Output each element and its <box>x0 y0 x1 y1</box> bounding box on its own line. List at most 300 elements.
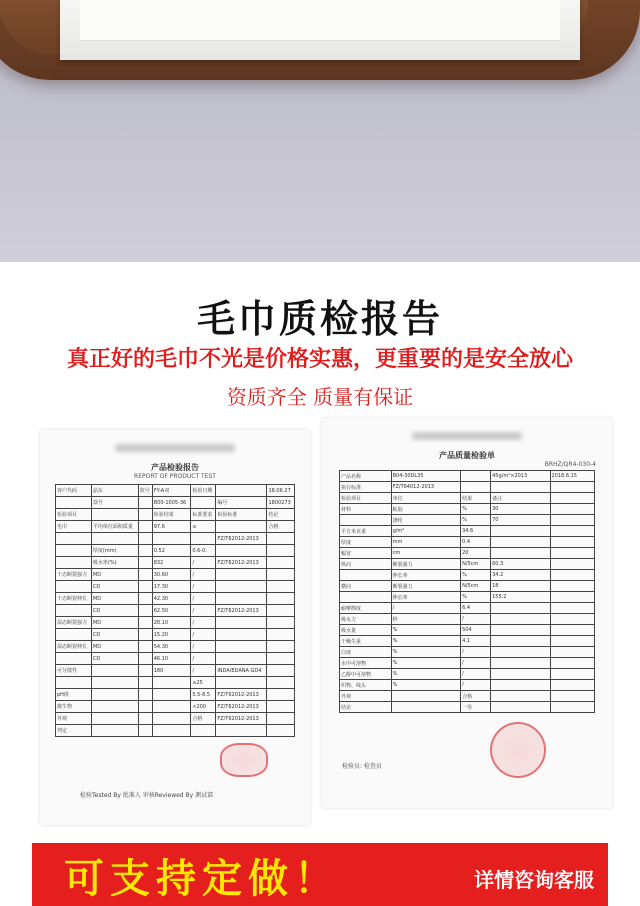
table-cell <box>138 533 152 545</box>
table-cell: 合格 <box>461 691 491 702</box>
table-cell <box>491 658 550 669</box>
table-cell: 检验日期 <box>191 485 216 497</box>
table-cell <box>550 702 594 713</box>
table-cell: / <box>191 581 216 593</box>
table-row <box>56 725 295 737</box>
table-cell: FZ/T62012-2013 <box>216 557 267 569</box>
table-cell <box>267 629 295 641</box>
table-row <box>56 581 295 593</box>
table-cell: / <box>191 653 216 665</box>
table-cell: 结果 <box>461 493 491 504</box>
table-cell <box>550 669 594 680</box>
table-row <box>56 665 295 677</box>
stamp-seal <box>220 743 268 777</box>
table-cell: 0.4 <box>461 537 491 548</box>
table-cell: / <box>461 680 491 691</box>
table-cell: 微生物 <box>56 701 92 713</box>
table-cell <box>216 581 267 593</box>
table-cell <box>56 497 92 509</box>
table-cell: / <box>191 569 216 581</box>
table-cell <box>491 526 550 537</box>
table-cell: 155.2 <box>491 592 550 603</box>
table-cell: 干态断裂强力 <box>56 569 92 581</box>
table-cell: 厚度 <box>340 537 392 548</box>
table-cell: / <box>391 603 461 614</box>
report-left <box>40 430 310 825</box>
table-cell: 湿态断裂伸长 <box>56 641 92 653</box>
table-cell: 款号 <box>138 485 152 497</box>
table-cell: 外观 <box>56 713 92 725</box>
table-cell <box>152 725 191 737</box>
report-left-title: 产品检验报告 <box>151 463 199 472</box>
table-cell <box>138 593 152 605</box>
table-cell: 干燥失重 <box>340 636 392 647</box>
table-cell: mm <box>391 537 461 548</box>
table-cell <box>216 521 267 533</box>
table-cell <box>138 713 152 725</box>
table-cell <box>138 665 152 677</box>
table-cell <box>550 625 594 636</box>
page-title: 毛巾质检报告 <box>196 297 443 341</box>
table-cell: 2018.6.15 <box>550 471 594 482</box>
table-row <box>340 614 595 625</box>
table-cell: 97.6 <box>152 521 191 533</box>
table-cell: 54.30 <box>152 641 191 653</box>
table-cell: 备注 <box>491 493 550 504</box>
table-row <box>56 713 295 725</box>
table-cell <box>91 665 138 677</box>
table-cell: / <box>191 605 216 617</box>
table-cell <box>550 515 594 526</box>
table-cell: 断裂强力 <box>391 581 461 592</box>
table-cell: / <box>191 557 216 569</box>
table-cell <box>550 691 594 702</box>
table-cell: MD <box>91 641 138 653</box>
table-cell: FZ/T62012-2013 <box>216 533 267 545</box>
table-cell <box>216 725 267 737</box>
table-cell <box>56 605 92 617</box>
table-cell: 34.2 <box>491 570 550 581</box>
table-cell: 吸水量 <box>340 625 392 636</box>
table-cell: 70 <box>491 515 550 526</box>
table-cell <box>550 603 594 614</box>
table-cell: 34.6 <box>461 526 491 537</box>
table-cell <box>191 497 216 509</box>
table-cell: 断裂强力 <box>391 559 461 570</box>
table-cell <box>216 545 267 557</box>
table-cell: FZ/T62012-2013 <box>216 713 267 725</box>
table-cell: FZ/T62012-2013 <box>216 689 267 701</box>
report-right <box>322 418 612 808</box>
table-cell: 结论 <box>267 509 295 521</box>
table-row <box>340 548 595 559</box>
table-row <box>340 625 595 636</box>
table-cell: 执行标准 <box>340 482 392 493</box>
table-row <box>56 521 295 533</box>
table-cell: MD <box>91 593 138 605</box>
table-cell: 检验标准 <box>216 509 267 521</box>
table-cell: % <box>461 515 491 526</box>
table-cell: / <box>461 647 491 658</box>
table-cell: 晶东 <box>91 485 138 497</box>
table-cell <box>267 665 295 677</box>
table-cell: FZ/T62012-2013 <box>216 605 267 617</box>
table-cell <box>56 653 92 665</box>
page-subtitle: 真正好的毛巾不光是价格实惠，更重要的是安全放心 <box>66 347 573 372</box>
table-cell <box>91 677 138 689</box>
table-cell: 水中可溶物 <box>340 658 392 669</box>
table-row <box>340 537 595 548</box>
table-cell <box>91 533 138 545</box>
table-cell: MD <box>91 617 138 629</box>
table-cell: 一等 <box>461 702 491 713</box>
table-cell: % <box>391 636 461 647</box>
table-cell <box>138 605 152 617</box>
table-cell <box>267 641 295 653</box>
table-cell <box>216 653 267 665</box>
table-row <box>56 689 295 701</box>
table-row <box>340 493 595 504</box>
table-cell <box>152 689 191 701</box>
blurred-company-name <box>115 444 235 452</box>
table-row <box>56 701 295 713</box>
table-cell <box>138 725 152 737</box>
table-cell <box>550 537 594 548</box>
table-cell: 吸水力 <box>340 614 392 625</box>
table-cell: 横向 <box>340 581 392 592</box>
table-cell: / <box>461 669 491 680</box>
table-cell <box>550 504 594 515</box>
table-cell: 伸长率 <box>391 570 461 581</box>
table-row <box>56 653 295 665</box>
table-cell: 检验项目 <box>56 509 92 521</box>
table-cell: 15.20 <box>152 629 191 641</box>
table-cell: INDA/EDANA GD4 <box>216 665 267 677</box>
table-cell <box>91 701 138 713</box>
table-cell: FY-A双 <box>152 485 191 497</box>
table-cell <box>138 701 152 713</box>
table-cell <box>216 677 267 689</box>
table-cell <box>152 677 191 689</box>
table-cell: 粘胶 <box>391 504 461 515</box>
table-cell <box>152 713 191 725</box>
table-cell: 产品名称 <box>340 471 392 482</box>
table-cell: / <box>191 629 216 641</box>
table-cell: CD <box>91 653 138 665</box>
table-cell: 30.60 <box>152 569 191 581</box>
table-cell <box>56 581 92 593</box>
table-cell: 款号 <box>91 497 138 509</box>
table-cell: 合格 <box>267 521 295 533</box>
table-cell: B00-1005-36 <box>152 497 191 509</box>
table-cell <box>138 641 152 653</box>
table-cell <box>138 557 152 569</box>
table-cell <box>267 569 295 581</box>
table-cell: 材料 <box>340 504 392 515</box>
table-cell <box>138 521 152 533</box>
table-cell <box>491 691 550 702</box>
table-cell <box>138 569 152 581</box>
table-cell <box>340 570 392 581</box>
table-cell: N/5cm <box>461 581 491 592</box>
table-cell: 平均单位面积质量 <box>91 521 138 533</box>
table-cell: % <box>391 625 461 636</box>
table-cell: 30 <box>491 504 550 515</box>
table-cell <box>138 653 152 665</box>
table-cell: 平方米克重 <box>340 526 392 537</box>
table-row <box>340 669 595 680</box>
table-cell: 标准要求 <box>191 509 216 521</box>
table-cell <box>550 482 594 493</box>
banner-main-text: 可支持定做！ <box>64 856 340 902</box>
table-cell: 纵向 <box>340 559 392 570</box>
table-cell: 检验项目 <box>340 493 392 504</box>
table-cell <box>216 617 267 629</box>
table-cell <box>267 593 295 605</box>
table-cell <box>267 713 295 725</box>
table-cell: 幅宽 <box>340 548 392 559</box>
table-row <box>340 680 595 691</box>
towel-top <box>80 0 560 41</box>
table-cell <box>216 485 267 497</box>
table-row <box>340 592 595 603</box>
table-cell <box>56 557 92 569</box>
table-cell: % <box>461 592 491 603</box>
table-row <box>56 569 295 581</box>
stamp-seal <box>490 722 546 778</box>
table-row <box>340 526 595 537</box>
table-cell <box>491 614 550 625</box>
table-cell <box>550 548 594 559</box>
table-cell <box>138 617 152 629</box>
table-cell: 吸水率(%) <box>91 557 138 569</box>
table-cell: cm <box>391 548 461 559</box>
table-row <box>56 545 295 557</box>
table-cell: 合格 <box>191 713 216 725</box>
table-cell: 编号 <box>216 497 267 509</box>
custom-order-banner <box>32 843 608 906</box>
table-cell <box>138 629 152 641</box>
table-cell <box>91 689 138 701</box>
report-right-signature: 检验员: 检查员 <box>342 763 382 770</box>
table-cell: 180 <box>152 665 191 677</box>
table-cell: 20 <box>461 548 491 559</box>
table-cell <box>550 570 594 581</box>
table-cell: 可分散性 <box>56 665 92 677</box>
table-cell <box>152 701 191 713</box>
table-cell <box>550 526 594 537</box>
table-cell <box>56 545 92 557</box>
table-cell <box>267 581 295 593</box>
table-cell <box>56 629 92 641</box>
table-cell: 504 <box>461 625 491 636</box>
table-row <box>56 605 295 617</box>
table-cell <box>491 548 550 559</box>
table-cell: % <box>461 504 491 515</box>
table-cell <box>491 603 550 614</box>
table-cell <box>56 677 92 689</box>
table-cell: 织物、线头 <box>340 680 392 691</box>
table-cell: / <box>461 658 491 669</box>
blurred-company-name <box>412 432 522 440</box>
table-cell: 28.10 <box>152 617 191 629</box>
table-row <box>340 581 595 592</box>
table-cell <box>91 725 138 737</box>
table-cell: 18.06.27 <box>267 485 295 497</box>
table-cell: 判定 <box>56 725 92 737</box>
table-cell: 干态断裂伸长 <box>56 593 92 605</box>
table-cell <box>550 658 594 669</box>
table-cell: 客户代码 <box>56 485 92 497</box>
table-cell <box>340 592 392 603</box>
table-cell: / <box>191 665 216 677</box>
table-cell <box>216 629 267 641</box>
table-cell: % <box>391 680 461 691</box>
table-cell: 耐摩擦度 <box>340 603 392 614</box>
table-cell: pH值 <box>56 689 92 701</box>
table-cell <box>267 617 295 629</box>
table-cell: 秒 <box>391 614 461 625</box>
table-row <box>56 485 295 497</box>
report-left-table <box>55 484 295 737</box>
table-cell <box>138 497 152 509</box>
table-cell <box>138 545 152 557</box>
table-cell <box>550 581 594 592</box>
table-cell <box>91 713 138 725</box>
table-cell: g/m² <box>391 526 461 537</box>
table-cell <box>216 569 267 581</box>
table-cell: 厚度(mm) <box>91 545 138 557</box>
table-cell: / <box>191 593 216 605</box>
table-cell <box>138 581 152 593</box>
table-row <box>340 570 595 581</box>
table-cell <box>267 725 295 737</box>
table-cell: % <box>461 570 491 581</box>
table-cell: 毛巾 <box>56 521 92 533</box>
table-cell <box>138 509 152 521</box>
table-cell <box>267 545 295 557</box>
table-row <box>340 482 595 493</box>
table-row <box>340 636 595 647</box>
table-cell: 结论 <box>340 702 392 713</box>
table-cell: 湿态断裂强力 <box>56 617 92 629</box>
table-row <box>56 629 295 641</box>
table-cell <box>491 669 550 680</box>
table-cell <box>550 636 594 647</box>
table-cell <box>216 593 267 605</box>
table-cell <box>267 605 295 617</box>
table-cell <box>152 533 191 545</box>
table-cell <box>391 702 461 713</box>
table-cell <box>550 493 594 504</box>
table-cell <box>491 636 550 647</box>
table-cell: / <box>461 614 491 625</box>
table-row <box>340 702 595 713</box>
table-row <box>56 533 295 545</box>
page-tagline: 资质齐全 质量有保证 <box>226 385 414 409</box>
table-cell: 62.50 <box>152 605 191 617</box>
table-cell: 60.3 <box>491 559 550 570</box>
table-row <box>340 515 595 526</box>
table-row <box>56 497 295 509</box>
table-cell <box>550 614 594 625</box>
table-cell: 46.10 <box>152 653 191 665</box>
table-row <box>56 509 295 521</box>
table-cell: FZ/T64012-2013 <box>391 482 461 493</box>
table-cell: 4.1 <box>461 636 491 647</box>
table-cell: % <box>391 647 461 658</box>
table-cell <box>56 533 92 545</box>
table-cell <box>216 641 267 653</box>
table-cell <box>491 702 550 713</box>
table-cell <box>491 680 550 691</box>
table-cell: 1800273 <box>267 497 295 509</box>
table-cell <box>267 533 295 545</box>
table-row <box>340 647 595 658</box>
table-cell <box>391 691 461 702</box>
table-cell <box>267 689 295 701</box>
report-left-title-en: REPORT OF PRODUCT TEST <box>134 473 216 480</box>
table-cell: <200 <box>191 701 216 713</box>
table-cell <box>138 677 152 689</box>
table-cell: 0.52 <box>152 545 191 557</box>
table-row <box>340 691 595 702</box>
product-photo <box>0 0 640 262</box>
table-cell: 乙醇中可溶物 <box>340 669 392 680</box>
table-cell: 单位 <box>391 493 461 504</box>
banner-contact-text[interactable]: 详情咨询客服 <box>474 868 594 892</box>
table-row <box>56 617 295 629</box>
table-cell: MD <box>91 569 138 581</box>
table-cell: 42.30 <box>152 593 191 605</box>
table-cell <box>91 509 138 521</box>
table-cell: N/5cm <box>461 559 491 570</box>
table-cell <box>138 689 152 701</box>
report-right-table <box>339 470 595 713</box>
table-cell <box>550 680 594 691</box>
table-cell <box>550 592 594 603</box>
table-cell <box>491 482 550 493</box>
table-cell <box>340 515 392 526</box>
table-cell: CD <box>91 629 138 641</box>
table-cell: ≥25 <box>191 677 216 689</box>
table-row <box>340 504 595 515</box>
table-cell: 45g/m²×2013 <box>491 471 550 482</box>
report-right-code: BRHZ/QR4-030-4 <box>544 461 596 468</box>
table-cell: B04-30DL35 <box>391 471 461 482</box>
table-cell: 17.30 <box>152 581 191 593</box>
table-cell <box>461 482 491 493</box>
table-row <box>56 593 295 605</box>
report-right-title: 产品质量检验单 <box>439 451 495 460</box>
table-cell: 涤纶 <box>391 515 461 526</box>
table-cell: / <box>191 641 216 653</box>
table-cell: % <box>391 658 461 669</box>
table-cell <box>550 647 594 658</box>
report-left-signature: 检验Tested By 批准人 审核Reviewed By 测试部 <box>80 792 214 799</box>
table-cell: 5.5-8.5 <box>191 689 216 701</box>
table-cell <box>461 471 491 482</box>
table-cell: FZ/T62012-2013 <box>216 701 267 713</box>
table-row <box>340 559 595 570</box>
table-cell: 0.6-0. <box>191 545 216 557</box>
table-cell: 检验结果 <box>152 509 191 521</box>
table-cell: 18 <box>491 581 550 592</box>
table-row <box>56 641 295 653</box>
table-cell <box>267 653 295 665</box>
table-row <box>56 677 295 689</box>
table-cell <box>267 557 295 569</box>
